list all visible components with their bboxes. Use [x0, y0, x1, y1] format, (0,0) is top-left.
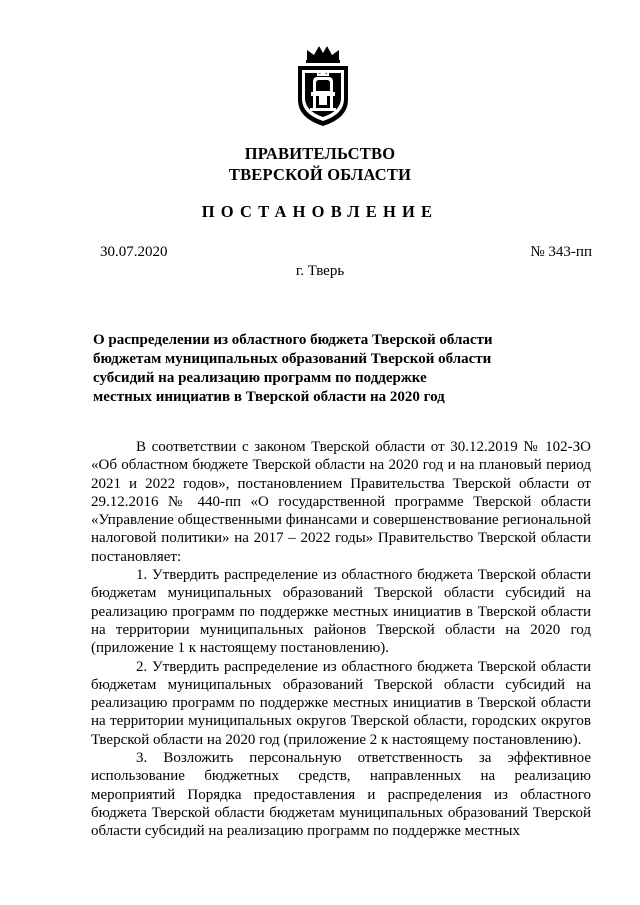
title-line: местных инициатив в Тверской области на 2020 год — [93, 389, 445, 405]
document-title — [93, 331, 533, 407]
document-body — [91, 438, 591, 841]
clause-paragraph-2: 2. Утвердить распределение из областного бюджета Тверской области бюджетам муниципальных образований Тверской области субсидий на реализацию программ по поддержке местных инициатив в Тверской области на территории муниципальных округов Тверской области, городских округов Тверской области на 2020 год (приложение 2 к настоящему постановлению). — [91, 658, 591, 748]
organization-name-line2: ТВЕРСКОЙ ОБЛАСТИ — [228, 165, 412, 184]
document-date: 30.07.2020 — [100, 244, 168, 260]
title-line: субсидий на реализацию программ по поддержке — [93, 370, 427, 386]
title-line: бюджетам муниципальных образований Тверской области — [93, 351, 492, 367]
preamble-paragraph: В соответствии с законом Тверской области от 30.12.2019 № 102-ЗО «Об областном бюджете Тверской области на 2020 год и на плановый период 2021 и 2022 годов», постановлением Правительства Тверской области от 29.12.2016 № 440-пп «О государственной программе Тверской области «Управление общественными финансами и совершенствование региональной налоговой политики» на 2017 – 2022 годы» Правительство Тверской области постановляет: — [91, 439, 591, 565]
document-number: № 343-пп — [530, 244, 592, 260]
document-type: ПОСТАНОВЛЕНИЕ — [201, 202, 439, 221]
title-line: О распределении из областного бюджета Тверской области — [93, 332, 493, 348]
coat-of-arms-icon — [293, 42, 353, 128]
document-city: г. Тверь — [295, 263, 345, 279]
clause-paragraph-3: 3. Возложить персональную ответственность за эффективное использование бюджетных средств, направленных на реализацию мероприятий Порядка предоставления и распределения из областного бюджета Тверской области бюджетам муниципальных образований Тверской области субсидий на реализацию программ по поддержке местных — [91, 750, 591, 840]
organization-name-line1: ПРАВИТЕЛЬСТВО — [244, 144, 396, 163]
clause-paragraph-1: 1. Утвердить распределение из областного бюджета Тверской области бюджетам муниципальных образований Тверской области субсидий на реализацию программ по поддержке местных инициатив в Тверской области на территории муниципальных районов Тверской области на 2020 год (приложение 1 к настоящему постановлению). — [91, 567, 591, 657]
